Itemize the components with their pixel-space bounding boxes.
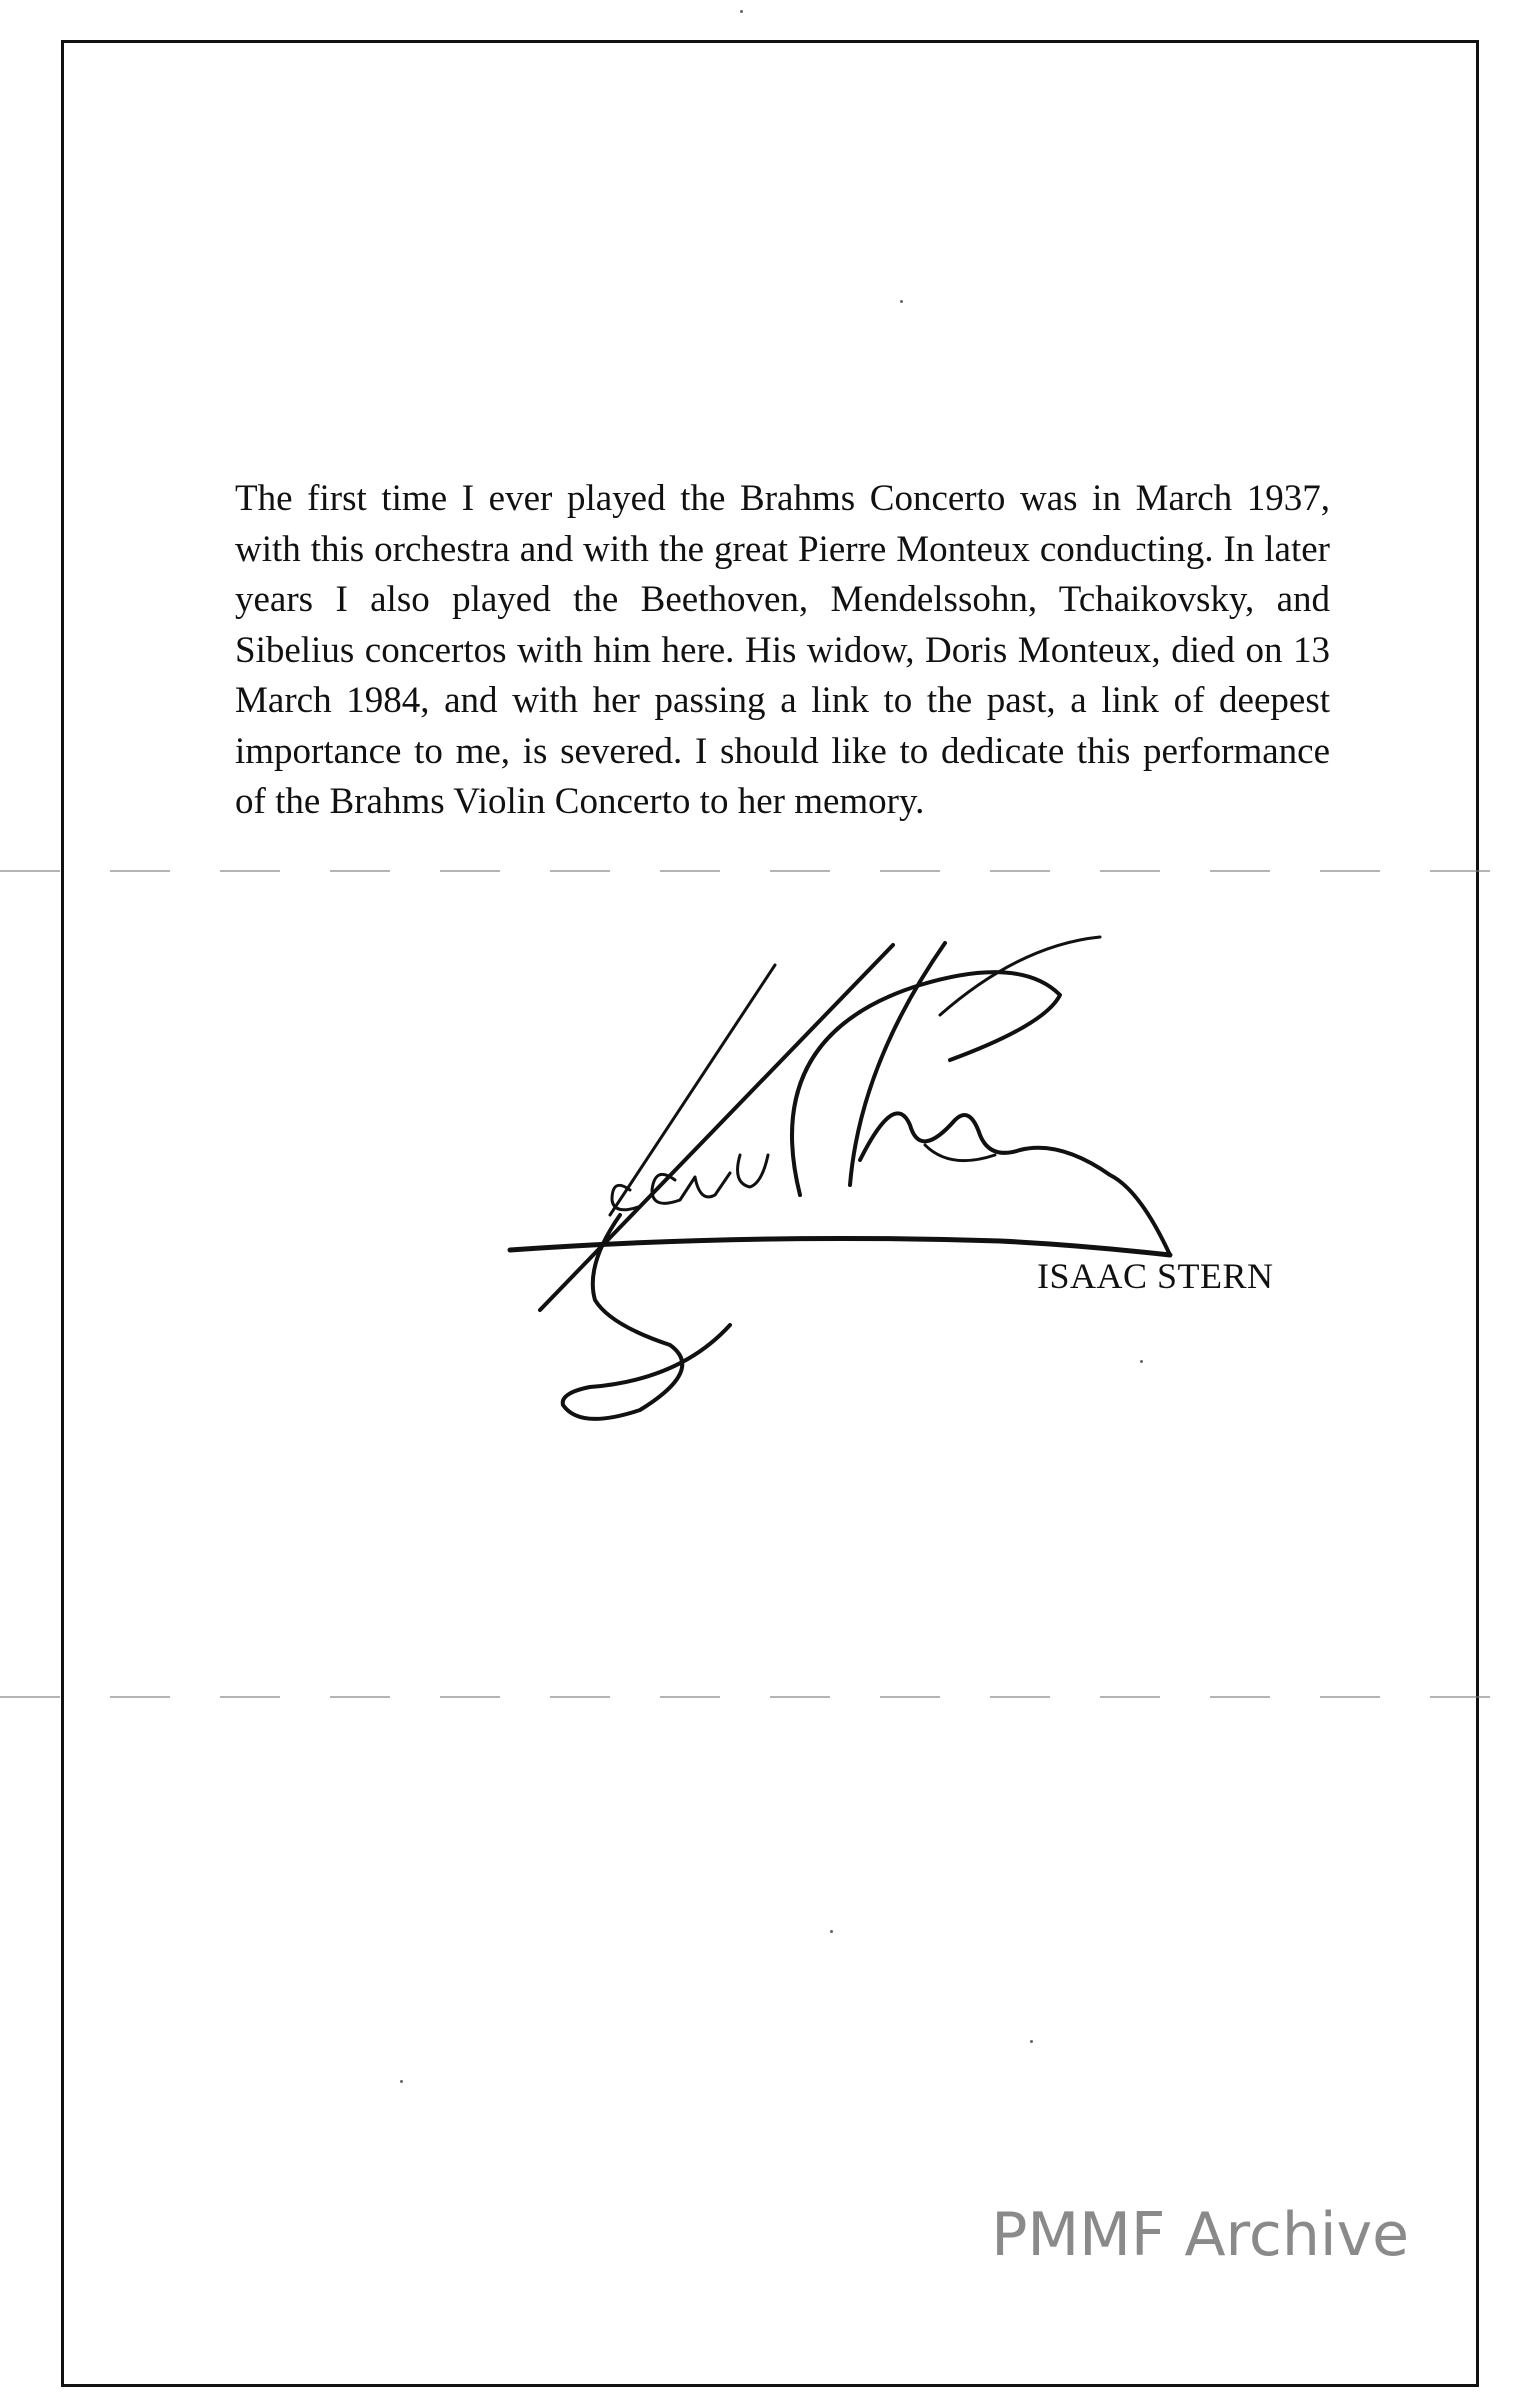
scan-speck — [400, 2080, 403, 2083]
fold-line-upper — [0, 870, 1527, 872]
scan-speck — [740, 10, 743, 13]
handwritten-signature — [500, 915, 1300, 1435]
scan-speck — [830, 1930, 833, 1933]
archive-watermark: PMMF Archive — [991, 2200, 1409, 2270]
fold-line-lower — [0, 1696, 1527, 1698]
scan-speck — [1140, 1360, 1143, 1363]
scan-speck — [1030, 2040, 1033, 2043]
signer-name: ISAAC STERN — [1037, 1256, 1274, 1296]
dedication-paragraph: The first time I ever played the Brahms Concerto was in March 1937, with this orchestra and with the great Pierre Monteux conducting. In later years I also played the Beethoven, Mendelssohn, Tchaikovsky, and Sibelius concertos with him here. His widow, Doris Monteux, died on 13 March 1984, and with her passing a link to the past, a link of deepest importance to me, is severed. I should like to dedicate this performance of the Brahms Violin Concerto to her memory. — [235, 478, 1330, 822]
scan-speck — [900, 300, 903, 303]
